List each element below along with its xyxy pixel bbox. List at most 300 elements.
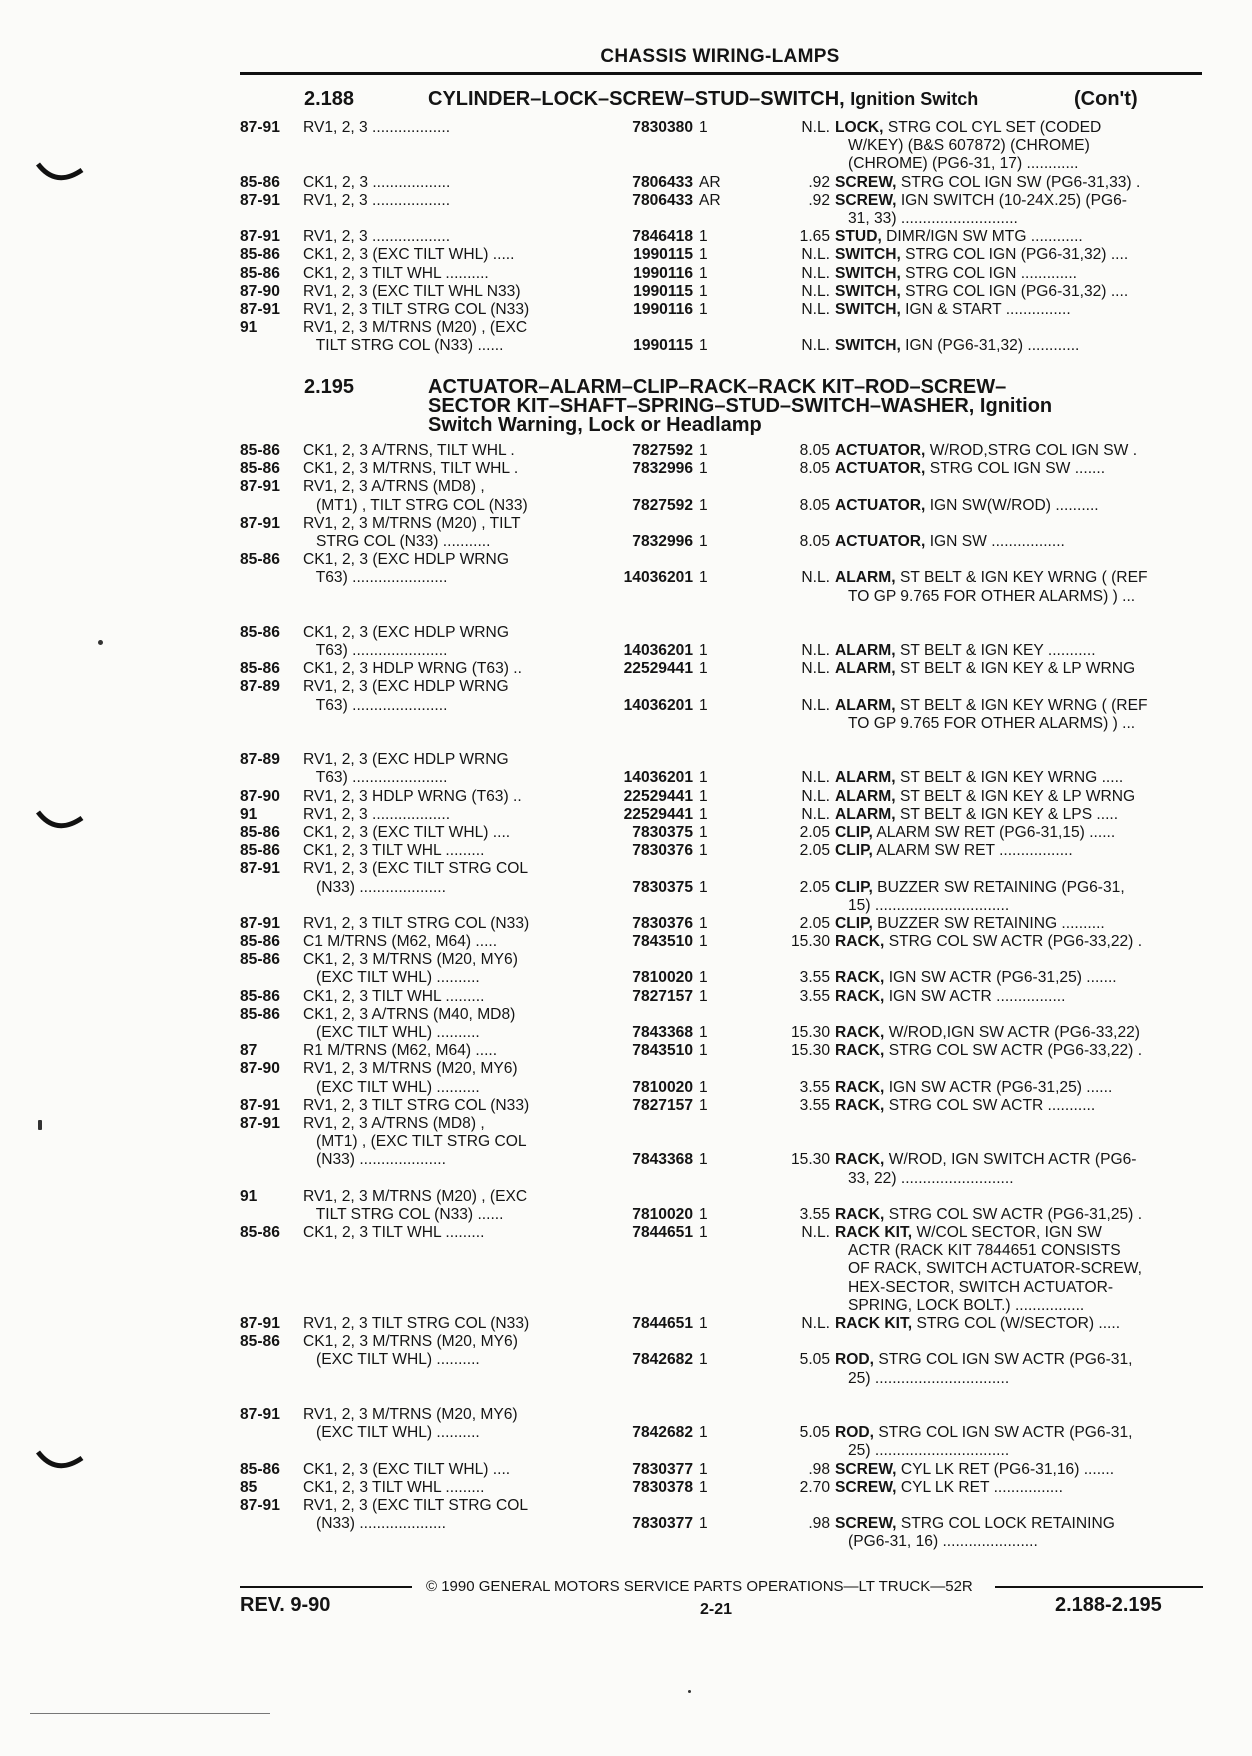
table-row: [240, 319, 1202, 337]
part-description-text: ST BELT & IGN KEY WRNG ( (REF: [895, 569, 1148, 587]
table-row: [240, 988, 1202, 1006]
section-number: 2.188: [304, 88, 355, 110]
table-row: [240, 969, 1202, 987]
model-application: T63) ......................: [303, 642, 448, 660]
part-number: 22529441: [623, 787, 693, 805]
model-year: 87-91: [240, 1114, 280, 1132]
part-number: 7843368: [632, 1024, 693, 1041]
part-description: [835, 1351, 1132, 1369]
model-application: CK1, 2, 3 A/TRNS (M40, MD8): [303, 1005, 516, 1023]
quantity: 1: [699, 1315, 708, 1332]
model-application: CK1, 2, 3 (EXC TILT WHL) ....: [303, 1460, 511, 1478]
section-title-line: ACTUATOR–ALARM–CLIP–RACK–RACK KIT–ROD–SCREW–: [428, 376, 1007, 398]
price: N.L.: [801, 1224, 830, 1242]
quantity: 1: [699, 696, 708, 714]
model-year: 87-90: [240, 282, 280, 300]
table-row: [240, 1442, 1202, 1460]
part-description-text: IGN SW(W/ROD) ..........: [925, 496, 1099, 514]
model-year: 85-86: [240, 173, 280, 191]
price: N.L.: [801, 1315, 830, 1332]
part-description-text: STRG COL SW ACTR (PG6-33,22) .: [884, 933, 1143, 951]
price: 8.05: [799, 460, 830, 478]
model-year: 87: [240, 1042, 258, 1060]
table-row: [240, 442, 1202, 460]
part-description: [835, 228, 1083, 246]
part-number: 1990116: [633, 300, 693, 318]
table-row: [240, 660, 1202, 678]
part-number: 1990115: [633, 282, 693, 300]
part-description-text: IGN (PG6-31,32) ............: [900, 337, 1080, 355]
table-row: [240, 460, 1202, 478]
part-noun: ROD,: [835, 1424, 874, 1442]
part-description: [835, 533, 1065, 551]
part-number: 7827592: [632, 496, 693, 514]
part-description: [835, 933, 1142, 951]
model-application: (N33) ....................: [303, 1515, 446, 1533]
part-description-text: 33, 22) ..........................: [848, 1169, 1014, 1187]
model-application: CK1, 2, 3 TILT WHL .........: [303, 842, 485, 860]
part-number: 7810020: [632, 969, 693, 987]
model-year: 87-91: [240, 1405, 280, 1423]
model-application: CK1, 2, 3 ..................: [303, 173, 451, 191]
part-description: [835, 119, 1101, 137]
part-noun: RACK,: [835, 1096, 885, 1114]
part-number: 14036201: [623, 696, 693, 714]
model-year: 85-86: [240, 987, 280, 1005]
table-row: [240, 1224, 1202, 1242]
price: 2.05: [799, 842, 830, 860]
model-application: RV1, 2, 3 (EXC TILT STRG COL: [303, 1496, 529, 1514]
part-description-text: IGN & START ...............: [900, 300, 1071, 318]
part-description-text: 15) ...............................: [848, 896, 1010, 914]
part-description-text: W/ROD,STRG COL IGN SW .: [925, 442, 1138, 459]
part-noun: CLIP,: [835, 914, 873, 932]
price: 5.05: [799, 1351, 830, 1369]
table-row: [240, 210, 1202, 228]
model-year: 85-86: [240, 823, 280, 841]
quantity: 1: [699, 769, 708, 787]
quantity: 1: [699, 914, 708, 932]
part-number: 7844651: [632, 1315, 693, 1332]
part-description-text: OF RACK, SWITCH ACTUATOR-SCREW,: [848, 1260, 1142, 1278]
part-noun: ALARM,: [835, 569, 896, 587]
model-application: RV1, 2, 3 (EXC HDLP WRNG: [303, 678, 509, 696]
part-description: [848, 210, 1018, 228]
table-row: [240, 915, 1202, 933]
part-number: 7830375: [632, 823, 693, 841]
section-2-195-heading: [240, 376, 1202, 440]
price: 2.05: [799, 823, 830, 841]
footer-revision: REV. 9-90: [240, 1594, 331, 1616]
model-application: RV1, 2, 3 TILT STRG COL (N33): [303, 914, 530, 932]
model-application: RV1, 2, 3 TILT STRG COL (N33): [303, 1096, 530, 1114]
part-description-text: ALARM SW RET .................: [872, 842, 1073, 860]
part-noun: RACK,: [835, 969, 885, 987]
table-row: [240, 119, 1202, 137]
footer-section-range: 2.188-2.195: [1055, 1594, 1162, 1616]
model-application: RV1, 2, 3 ..................: [303, 191, 451, 209]
model-year: 85-86: [240, 660, 280, 678]
quantity: 1: [699, 1078, 708, 1096]
price: N.L.: [801, 805, 830, 823]
part-description: [835, 969, 1117, 987]
part-description-text: ST BELT & IGN KEY WRNG .....: [895, 769, 1124, 787]
part-description-text: IGN SW ACTR ................: [884, 987, 1066, 1005]
part-description: [835, 988, 1065, 1006]
part-number: 14036201: [623, 642, 693, 660]
table-row: [240, 1497, 1202, 1515]
table-row: [240, 1188, 1202, 1206]
model-application: (EXC TILT WHL) ..........: [303, 1424, 480, 1442]
quantity: 1: [699, 842, 708, 860]
part-noun: RACK,: [835, 1205, 885, 1223]
price: 5.05: [799, 1424, 830, 1442]
part-description: [835, 788, 1135, 806]
price: 1.65: [799, 228, 830, 246]
scan-speck: [98, 640, 103, 645]
part-description: [835, 192, 1127, 210]
part-description-text: W/ROD, IGN SWITCH ACTR (PG6-: [884, 1151, 1137, 1169]
part-description-text: 31, 33) ...........................: [848, 209, 1018, 227]
model-application: CK1, 2, 3 M/TRNS (M20, MY6): [303, 951, 518, 969]
price: N.L.: [801, 300, 830, 318]
model-application: (EXC TILT WHL) ..........: [303, 969, 480, 987]
part-number: 7842682: [632, 1351, 693, 1369]
part-number: 1990116: [633, 264, 693, 282]
parts-table-2-188: [240, 119, 1202, 355]
part-description-text: HEX-SECTOR, SWITCH ACTUATOR-: [848, 1278, 1114, 1296]
quantity: 1: [699, 282, 708, 300]
part-number: 7830377: [632, 1515, 693, 1533]
price: 8.05: [799, 532, 830, 550]
model-application: (EXC TILT WHL) ..........: [303, 1024, 480, 1041]
part-number: 7843510: [632, 933, 693, 951]
footer-page-number: 2-21: [700, 1601, 733, 1618]
part-description: [835, 1206, 1142, 1224]
table-row: [240, 1006, 1202, 1024]
part-noun: ALARM,: [835, 660, 896, 678]
part-description: [835, 879, 1125, 897]
table-row: [240, 497, 1202, 515]
price: N.L.: [801, 246, 830, 264]
part-description: [835, 174, 1140, 192]
model-year: 87-90: [240, 1060, 280, 1078]
quantity: 1: [699, 805, 708, 823]
scan-edge-line: [30, 1713, 270, 1714]
table-row: [240, 283, 1202, 301]
model-year: 85-86: [240, 842, 280, 860]
part-noun: LOCK,: [835, 119, 884, 136]
part-number: 7846418: [632, 228, 693, 246]
table-row: [240, 1024, 1202, 1042]
price: N.L.: [801, 264, 830, 282]
model-year: 87-91: [240, 191, 280, 209]
part-description-text: IGN SW .................: [925, 532, 1065, 550]
part-noun: SWITCH,: [835, 337, 901, 355]
table-row: [240, 137, 1202, 155]
price: 2.05: [799, 914, 830, 932]
model-application: STRG COL (N33) ...........: [303, 532, 491, 550]
model-application: RV1, 2, 3 M/TRNS (M20) , (EXC: [303, 1187, 528, 1205]
table-row: [240, 1170, 1202, 1188]
part-description-text: ST BELT & IGN KEY & LP WRNG: [895, 787, 1136, 805]
table-row: [240, 551, 1202, 569]
part-number: 7810020: [632, 1205, 693, 1223]
price: N.L.: [801, 660, 830, 678]
part-number: 22529441: [623, 805, 693, 823]
part-description-text: TO GP 9.765 FOR OTHER ALARMS) ) ...: [848, 587, 1136, 605]
part-number: 7830378: [632, 1478, 693, 1496]
price: 3.55: [799, 1205, 830, 1223]
model-application: RV1, 2, 3 M/TRNS (M20) , TILT: [303, 514, 521, 532]
part-noun: ALARM,: [835, 769, 896, 787]
part-description: [835, 283, 1128, 301]
part-description: [835, 660, 1135, 678]
model-application: CK1, 2, 3 M/TRNS (M20, MY6): [303, 1333, 518, 1351]
quantity: 1: [699, 1205, 708, 1223]
model-application: T63) ......................: [303, 569, 448, 587]
table-row: [240, 951, 1202, 969]
part-number: 7827157: [632, 1096, 693, 1114]
model-year: 87-91: [240, 228, 280, 246]
price: N.L.: [801, 769, 830, 787]
price: N.L.: [801, 282, 830, 300]
model-year: 85-86: [240, 551, 280, 569]
quantity: 1: [699, 1351, 708, 1369]
quantity: 1: [699, 246, 708, 264]
section-title-line: SECTOR KIT–SHAFT–SPRING–STUD–SWITCH–WASHER, Ignition: [428, 395, 1053, 417]
parts-table-2-195: [240, 442, 1202, 1551]
model-application: T63) ......................: [303, 696, 448, 714]
part-description-text: ACTR (RACK KIT 7844651 CONSISTS: [848, 1242, 1121, 1260]
part-description: [848, 1242, 1121, 1260]
quantity: 1: [699, 987, 708, 1005]
quantity: AR: [699, 191, 721, 209]
model-application: (EXC TILT WHL) ..........: [303, 1078, 480, 1096]
model-application: CK1, 2, 3 TILT WHL .........: [303, 987, 485, 1005]
quantity: 1: [699, 496, 708, 514]
price: 15.30: [790, 1024, 830, 1041]
model-application: (MT1) , (EXC TILT STRG COL: [303, 1133, 527, 1151]
quantity: 1: [699, 969, 708, 987]
part-description-text: CYL LK RET (PG6-31,16) .......: [896, 1460, 1115, 1478]
part-description: [835, 1424, 1132, 1442]
part-number: 22529441: [623, 660, 693, 678]
quantity: 1: [699, 1151, 708, 1169]
section-title: [428, 378, 1052, 435]
price: N.L.: [801, 119, 830, 136]
quantity: 1: [699, 878, 708, 896]
part-number: 7827157: [632, 987, 693, 1005]
price: 15.30: [790, 1042, 830, 1060]
quantity: 1: [699, 1424, 708, 1442]
quantity: 1: [699, 264, 708, 282]
part-number: 7830376: [632, 842, 693, 860]
table-row: [240, 1351, 1202, 1369]
quantity: 1: [699, 1515, 708, 1533]
part-number: 7832996: [632, 460, 693, 478]
model-year: 85-86: [240, 460, 280, 478]
model-year: 85-86: [240, 933, 280, 951]
part-description: [848, 137, 1090, 155]
part-number: 7830375: [632, 878, 693, 896]
table-row: [240, 606, 1202, 624]
table-row: [240, 569, 1202, 587]
model-year: 91: [240, 319, 258, 337]
model-application: CK1, 2, 3 TILT WHL .........: [303, 1478, 485, 1496]
model-application: RV1, 2, 3 M/TRNS (M20) , (EXC: [303, 319, 528, 337]
part-description: [835, 1461, 1114, 1479]
part-number: 7827592: [632, 442, 693, 459]
table-row: [240, 769, 1202, 787]
part-description: [835, 1079, 1112, 1097]
table-row: [240, 842, 1202, 860]
part-noun: RACK,: [835, 1078, 885, 1096]
part-description: [835, 1479, 1063, 1497]
part-description-text: STRG COL IGN SW .......: [925, 460, 1106, 478]
part-description-text: (CHROME) (PG6-31, 17) ............: [848, 155, 1079, 173]
table-row: [240, 1042, 1202, 1060]
model-year: 91: [240, 805, 258, 823]
part-description: [848, 715, 1135, 733]
part-number: 7843368: [632, 1151, 693, 1169]
price: N.L.: [801, 337, 830, 355]
quantity: 1: [699, 337, 708, 355]
table-row: [240, 678, 1202, 696]
part-description: [835, 1224, 1102, 1242]
model-year: 85-86: [240, 951, 280, 969]
part-noun: ROD,: [835, 1351, 874, 1369]
part-description: [848, 1170, 1014, 1188]
table-row: [240, 1370, 1202, 1388]
table-row: [240, 1333, 1202, 1351]
table-row: [240, 1461, 1202, 1479]
part-noun: SWITCH,: [835, 282, 901, 300]
quantity: 1: [699, 787, 708, 805]
part-noun: SCREW,: [835, 173, 897, 191]
model-year: 85-86: [240, 246, 280, 264]
table-row: [240, 1133, 1202, 1151]
table-row: [240, 265, 1202, 283]
part-noun: SWITCH,: [835, 264, 901, 282]
part-description-text: STRG COL IGN (PG6-31,32) ....: [900, 246, 1129, 264]
model-application: RV1, 2, 3 (EXC TILT STRG COL: [303, 860, 529, 878]
part-description: [848, 1533, 1038, 1551]
model-year: 87-91: [240, 1496, 280, 1514]
model-year: 85-86: [240, 623, 280, 641]
model-year: 87-91: [240, 914, 280, 932]
price: .92: [808, 191, 830, 209]
part-description-text: ST BELT & IGN KEY & LPS .....: [895, 805, 1119, 823]
part-description: [835, 806, 1118, 824]
part-noun: RACK,: [835, 1151, 885, 1169]
table-row: [240, 246, 1202, 264]
part-description: [835, 1151, 1137, 1169]
part-number: 7843510: [632, 1042, 693, 1060]
part-description-text: BUZZER SW RETAINING ..........: [872, 914, 1105, 932]
scan-speck: [38, 1120, 42, 1130]
part-description-text: IGN SWITCH (10-24X.25) (PG6-: [896, 191, 1128, 209]
part-number: 7844651: [632, 1224, 693, 1242]
part-noun: ALARM,: [835, 805, 896, 823]
quantity: 1: [699, 1224, 708, 1242]
footer-copyright: © 1990 GENERAL MOTORS SERVICE PARTS OPERATIONS—LT TRUCK—52R: [426, 1578, 973, 1595]
model-application: (EXC TILT WHL) ..........: [303, 1351, 480, 1369]
quantity: 1: [699, 532, 708, 550]
model-year: 87-91: [240, 478, 280, 496]
part-description-text: ST BELT & IGN KEY ...........: [895, 642, 1096, 660]
model-application: TILT STRG COL (N33) ......: [303, 337, 504, 355]
price: 3.55: [799, 987, 830, 1005]
table-row: [240, 337, 1202, 355]
table-row: [240, 715, 1202, 733]
model-application: CK1, 2, 3 A/TRNS, TILT WHL .: [303, 442, 515, 459]
table-row: [240, 588, 1202, 606]
model-application: CK1, 2, 3 (EXC HDLP WRNG: [303, 551, 509, 569]
table-row: [240, 1279, 1202, 1297]
part-noun: RACK KIT,: [835, 1224, 913, 1242]
table-row: [240, 1206, 1202, 1224]
section-2-188-heading: [240, 88, 1202, 112]
table-row: [240, 697, 1202, 715]
table-row: [240, 1151, 1202, 1169]
part-noun: RACK KIT,: [835, 1315, 913, 1332]
part-description: [835, 769, 1123, 787]
part-description-text: 25) ...............................: [848, 1369, 1010, 1387]
price: 2.05: [799, 878, 830, 896]
quantity: 1: [699, 569, 708, 587]
quantity: 1: [699, 1042, 708, 1060]
page-header: CHASSIS WIRING-LAMPS: [600, 46, 840, 67]
part-description-text: IGN SW ACTR (PG6-31,25) .......: [884, 969, 1117, 987]
table-row: [240, 155, 1202, 173]
price: 2.70: [799, 1478, 830, 1496]
part-description-text: SPRING, LOCK BOLT.) ................: [848, 1296, 1085, 1314]
part-description-text: W/KEY) (B&S 607872) (CHROME): [848, 137, 1090, 155]
table-row: [240, 1297, 1202, 1315]
part-description-text: STRG COL SW ACTR (PG6-33,22) .: [884, 1042, 1143, 1060]
model-application: R1 M/TRNS (M62, M64) .....: [303, 1042, 498, 1060]
binder-ring-mark: [36, 160, 86, 190]
part-description-text: W/ROD,IGN SW ACTR (PG6-33,22): [884, 1024, 1140, 1041]
part-description-text: STRG COL IGN SW ACTR (PG6-31,: [873, 1351, 1133, 1369]
model-application: C1 M/TRNS (M62, M64) .....: [303, 933, 498, 951]
price: N.L.: [801, 696, 830, 714]
part-description-text: 25) ...............................: [848, 1442, 1010, 1460]
part-description: [835, 460, 1105, 478]
model-year: 87-91: [240, 300, 280, 318]
part-description: [835, 824, 1115, 842]
part-description: [848, 155, 1078, 173]
model-application: CK1, 2, 3 (EXC HDLP WRNG: [303, 623, 509, 641]
quantity: AR: [699, 173, 721, 191]
model-year: 85-86: [240, 1333, 280, 1351]
price: N.L.: [801, 787, 830, 805]
model-application: RV1, 2, 3 M/TRNS (M20, MY6): [303, 1060, 518, 1078]
part-noun: SCREW,: [835, 1515, 897, 1533]
table-row: [240, 1079, 1202, 1097]
part-description: [835, 1515, 1115, 1533]
part-noun: SCREW,: [835, 191, 897, 209]
model-year: 87-89: [240, 751, 280, 769]
table-row: [240, 1097, 1202, 1115]
binder-ring-mark: [36, 808, 86, 838]
part-noun: RACK,: [835, 987, 885, 1005]
part-noun: ALARM,: [835, 696, 896, 714]
part-description-text: STRG COL SW ACTR (PG6-31,25) .: [884, 1205, 1143, 1223]
part-description: [848, 897, 1009, 915]
table-row: [240, 1060, 1202, 1078]
